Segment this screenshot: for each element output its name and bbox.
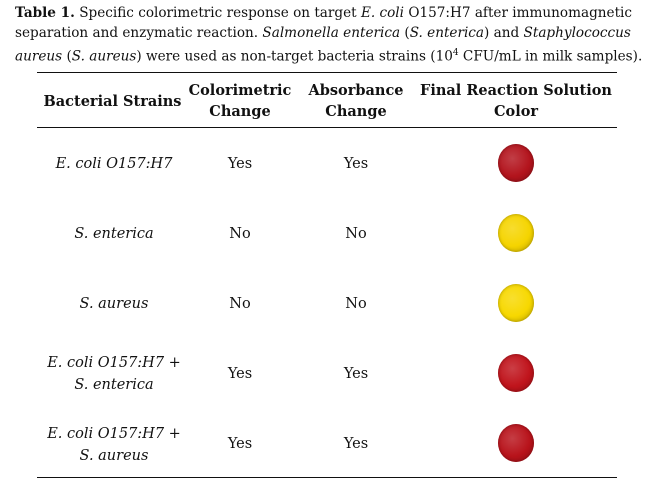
row3-strain bbox=[40, 293, 188, 315]
row1-colorimetric: Yes bbox=[227, 156, 253, 172]
caption-text: ) and bbox=[484, 25, 524, 41]
caption-italic: Salmonella enterica bbox=[262, 25, 401, 41]
caption-text: ( bbox=[62, 48, 72, 65]
caption-text: CFU/mL in milk samples). bbox=[458, 48, 643, 65]
row4-color-swatch bbox=[498, 354, 534, 392]
table-top-rule bbox=[37, 72, 617, 73]
header-strain: Bacterial Strains bbox=[43, 93, 182, 110]
row3-colorimetric: No bbox=[229, 296, 251, 312]
row2-color-swatch bbox=[498, 214, 534, 252]
caption-label: Table 1. bbox=[15, 5, 75, 21]
table-bottom-rule bbox=[37, 477, 617, 478]
header-final-color: Final Reaction Solution Color bbox=[420, 82, 612, 120]
row4-strain-line1: E. coli O157:H7 + bbox=[47, 355, 181, 371]
caption-italic: S. aureus bbox=[71, 48, 137, 65]
row1-absorbance: Yes bbox=[343, 156, 369, 172]
caption-italic: Staphylococcus aureus bbox=[15, 25, 631, 65]
row5-strain-line1: E. coli O157:H7 + bbox=[47, 426, 181, 442]
row5-absorbance: Yes bbox=[343, 436, 369, 452]
row5-strain bbox=[40, 423, 188, 467]
row2-absorbance: No bbox=[345, 226, 367, 242]
caption-text: ( bbox=[400, 25, 410, 41]
caption-superscript: 4 bbox=[452, 48, 459, 58]
row3-absorbance: No bbox=[345, 296, 367, 312]
header-absorbance: Absorbance Change bbox=[308, 82, 404, 120]
row1-color-swatch bbox=[498, 144, 534, 182]
row3-color-swatch bbox=[498, 284, 534, 322]
caption-text: ) were used as non-target bacteria strains (10 bbox=[136, 48, 453, 65]
row1-strain-line1: E. coli O157:H7 bbox=[55, 156, 173, 172]
table-caption bbox=[15, 3, 655, 67]
row2-strain bbox=[40, 223, 188, 245]
row5-strain-line2: S. aureus bbox=[79, 448, 149, 464]
header-rule bbox=[37, 127, 617, 128]
header-colorimetric: Colorimetric Change bbox=[188, 82, 292, 120]
row1-strain bbox=[40, 153, 188, 175]
row4-strain-line2: S. enterica bbox=[74, 377, 154, 393]
caption-italic: E. coli bbox=[360, 5, 404, 21]
row5-color-swatch bbox=[498, 424, 534, 462]
row4-colorimetric: Yes bbox=[227, 366, 253, 382]
row3-strain-line1: S. aureus bbox=[79, 296, 149, 312]
row5-colorimetric: Yes bbox=[227, 436, 253, 452]
caption-italic: S. enterica bbox=[409, 25, 485, 41]
row2-strain-line1: S. enterica bbox=[74, 226, 154, 242]
row4-strain bbox=[40, 352, 188, 396]
caption-text: O157:H7 after immunomagnetic separation and enzymatic reaction. bbox=[15, 5, 633, 41]
row2-colorimetric: No bbox=[229, 226, 251, 242]
row4-absorbance: Yes bbox=[343, 366, 369, 382]
caption-text: Specific colorimetric response on target bbox=[74, 5, 361, 21]
